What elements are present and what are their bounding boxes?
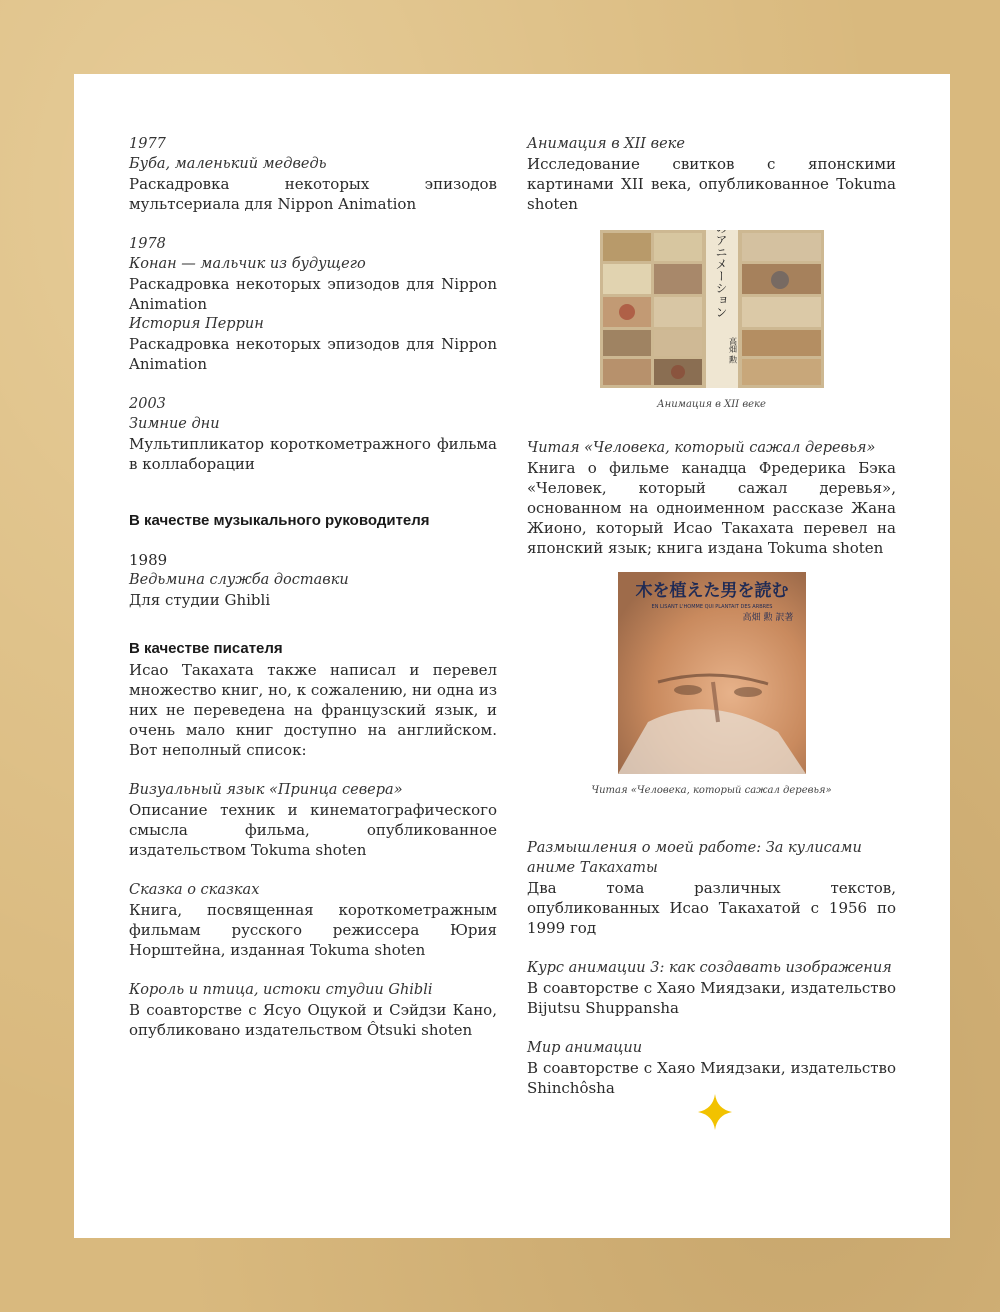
work-description: Раскадровка некоторых эпизодов для Nippon Animation xyxy=(129,335,497,373)
book-title: Размышления о моей работе: За кулисами аниме Такахаты xyxy=(527,840,862,876)
figure-anim12 xyxy=(527,230,896,412)
work-title: Ведьмина служба доставки xyxy=(129,572,349,588)
book-title: Курс анимации 3: как создавать изображения xyxy=(527,960,892,976)
cover-author-text: 高畑 勲 xyxy=(728,336,737,364)
work-description: Для студии Ghibli xyxy=(129,591,271,609)
writer-intro: Исао Такахата также написал и перевел множество книг, но, к сожалению, ни одна из них не переведена на французский язык, и очень мало книг доступно на английском. Вот неполный список: xyxy=(129,661,497,759)
year-1978: 1978 xyxy=(129,236,166,252)
book-description: Книга, посвященная короткометражным фильмам русского режиссера Юрия Норштейна, изданная Tokuma shoten xyxy=(129,901,497,959)
right-column xyxy=(527,134,896,1098)
work-title: Буба, маленький медведь xyxy=(129,156,327,172)
left-column xyxy=(129,134,497,1040)
work-title: История Перрин xyxy=(129,316,264,332)
book-title: Сказка о сказках xyxy=(129,882,260,898)
cover-title-text: 十二世紀のアニメーション xyxy=(713,230,728,318)
section-heading-music: В качестве музыкального руководителя xyxy=(129,512,430,529)
book-title: Король и птица, истоки студии Ghibli xyxy=(129,982,433,998)
work-title: Конан — мальчик из будущего xyxy=(129,256,366,272)
cover-title-text: 木を植えた男を読む xyxy=(635,581,788,601)
four-point-star-icon xyxy=(698,1094,732,1130)
work-description: Раскадровка некоторых эпизодов мультсериала для Nippon Animation xyxy=(129,175,497,213)
year-2003: 2003 xyxy=(129,396,166,412)
book-description: В соавторстве с Хаяо Миядзаки, издательство Bijutsu Shuppansha xyxy=(527,979,896,1017)
figure-tree xyxy=(527,572,896,798)
book-description: В соавторстве с Ясуо Оцукой и Сэйдзи Кано, опубликовано издательством Ôtsuki shoten xyxy=(129,1001,497,1039)
page-sheet xyxy=(74,74,950,1238)
book-cover-anim12 xyxy=(600,230,824,388)
cover-author-text: 高畑 勲 訳著 xyxy=(742,613,793,623)
work-description: Раскадровка некоторых эпизодов для Nippon Animation xyxy=(129,275,497,313)
book-title: Визуальный язык «Принца севера» xyxy=(129,782,403,798)
book-description: Описание техник и кинематографического смысла фильма, опубликованное издательством Tokuma shoten xyxy=(129,801,497,859)
work-title: Зимние дни xyxy=(129,416,220,432)
figure-caption: Читая «Человека, который сажал деревья» xyxy=(591,785,832,796)
book-title: Читая «Человека, который сажал деревья» xyxy=(527,440,876,456)
book-title: Мир анимации xyxy=(527,1040,643,1056)
year-1989: 1989 xyxy=(129,551,168,569)
work-description: Мультипликатор короткометражного фильма в коллаборации xyxy=(129,435,497,473)
cover-subtitle-text: EN LISANT L'HOMME QUI PLANTAIT DES ARBRES xyxy=(651,604,772,610)
book-description: Книга о фильме канадца Фредерика Бэка «Человек, который сажал деревья», основанном на одноименном рассказе Жана Жионо, который Исао Такахата перевел на японский язык; книга издана Tokuma shoten xyxy=(527,459,896,557)
figure-caption: Анимация в XII веке xyxy=(657,399,766,410)
book-description: В соавторстве с Хаяо Миядзаки, издательство Shinchôsha xyxy=(527,1059,896,1097)
year-1977: 1977 xyxy=(129,136,166,152)
book-description: Исследование свитков с японскими картинами XII века, опубликованное Tokuma shoten xyxy=(527,155,896,213)
book-cover-tree xyxy=(618,572,806,774)
book-title: Анимация в XII веке xyxy=(527,136,685,152)
book-description: Два тома различных текстов, опубликованных Исао Такахатой с 1956 по 1999 год xyxy=(527,879,896,937)
section-heading-writer: В качестве писателя xyxy=(129,640,283,657)
